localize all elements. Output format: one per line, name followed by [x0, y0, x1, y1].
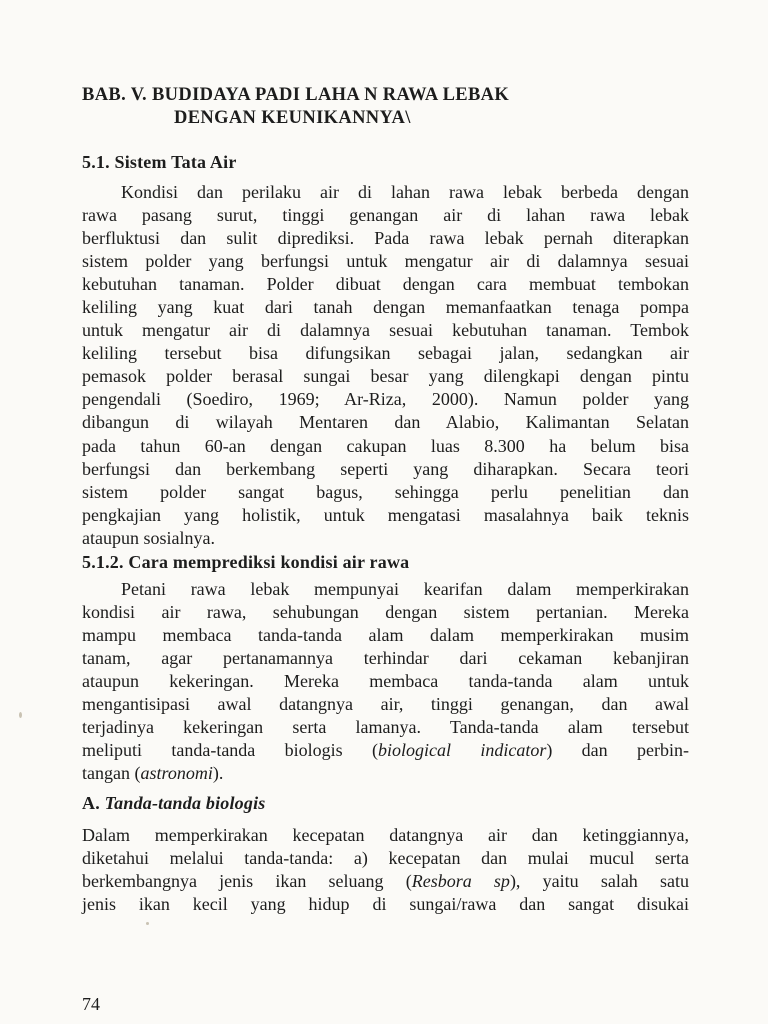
paragraph-line: ataupun sosialnya. — [82, 527, 215, 548]
paragraph-line: Petani rawa lebak mempunyai kearifan dalam memperkirakan — [121, 579, 689, 599]
paragraph-line: kondisi air rawa, sehubungan dengan sistem pertanian. Mereka — [82, 602, 689, 623]
italic-term: astronomi — [140, 763, 213, 784]
text-run: ). — [212, 763, 224, 784]
paragraph-line: berfungsi dan berkembang seperti yang diharapkan. Secara teori — [82, 458, 689, 479]
paragraph-line: Kondisi dan perilaku air di lahan rawa lebak berbeda dengan — [121, 182, 689, 202]
section-heading-a — [82, 791, 265, 815]
section-heading-5-1-2: 5.1.2. Cara memprediksi kondisi air rawa — [82, 552, 410, 572]
paragraph-line: sistem polder yang berfungsi untuk mengatur air di dalamnya sesuai — [82, 251, 689, 272]
paragraph-line: untuk mengatur air di dalamnya sesuai kebutuhan tanaman. Tembok — [82, 320, 689, 341]
italic-term: Resbora sp — [411, 871, 510, 892]
paragraph-line: tanam, agar pertanamannya terhindar dari cekaman kebanjiran — [82, 648, 689, 669]
paragraph-line: diketahui melalui tanda-tanda: a) kecepatan dan mulai mucul serta — [82, 848, 689, 869]
section-heading-5-1: 5.1. Sistem Tata Air — [82, 152, 237, 172]
chapter-title-line-2: DENGAN KEUNIKANNYA\ — [174, 108, 411, 128]
paragraph-line: ataupun kekeringan. Mereka membaca tanda-tanda alam untuk — [82, 671, 689, 692]
paragraph-line: dibangun di wilayah Mentaren dan Alabio, Kalimantan Selatan — [82, 412, 689, 433]
paragraph-line: kebutuhan tanaman. Polder dibuat dengan cara membuat tembokan — [82, 274, 689, 295]
chapter-title-line-1: BAB. V. BUDIDAYA PADI LAHA N RAWA LEBAK — [82, 85, 510, 105]
paragraph-line: sistem polder sangat bagus, sehingga perlu penelitian dan — [82, 481, 689, 502]
paragraph-line: rawa pasang surut, tinggi genangan air di lahan rawa lebak — [82, 205, 689, 226]
paragraph-line: pengendali (Soediro, 1969; Ar-Riza, 2000). Namun polder yang — [82, 389, 689, 410]
text-run: meliputi tanda-tanda biologis ( — [82, 740, 378, 761]
italic-term: biological indicator — [378, 740, 547, 761]
paragraph-line: terjadinya kekeringan serta lamanya. Tanda-tanda alam tersebut — [82, 717, 689, 738]
heading-italic-title: Tanda-tanda biologis — [104, 793, 266, 813]
paragraph-line: pada tahun 60-an dengan cakupan luas 8.300 ha belum bisa — [82, 435, 689, 456]
paragraph-line: jenis ikan kecil yang hidup di sungai/rawa dan sangat disukai — [82, 894, 689, 915]
paragraph-line: pemasok polder berasal sungai besar yang dilengkapi dengan pintu — [82, 366, 689, 387]
scan-speck — [19, 712, 22, 718]
text-run: ), yaitu salah satu — [509, 871, 690, 892]
heading-prefix: A. — [82, 793, 105, 813]
paragraph-line: pengkajian yang holistik, untuk mengatasi masalahnya baik teknis — [82, 504, 689, 525]
chapter-title — [82, 84, 682, 130]
text-run: tangan ( — [82, 763, 141, 784]
paragraph-line — [82, 870, 689, 893]
section-5-1-paragraph — [82, 181, 689, 550]
paragraph-line: berfluktusi dan sulit diprediksi. Pada rawa lebak pernah diterapkan — [82, 228, 689, 249]
paragraph-line: mampu membaca tanda-tanda alam dalam memperkirakan musim — [82, 625, 689, 646]
paragraph-line: keliling tersebut bisa difungsikan sebagai jalan, sedangkan air — [82, 343, 689, 364]
paragraph-line: Dalam memperkirakan kecepatan datangnya air dan ketinggiannya, — [82, 825, 689, 845]
paragraph-line — [82, 762, 689, 785]
scan-speck — [146, 922, 149, 925]
section-5-1-2-paragraph — [82, 578, 689, 785]
section-a-paragraph — [82, 824, 689, 916]
paragraph-line: mengantisipasi awal datangnya air, tinggi genangan, dan awal — [82, 694, 689, 715]
paragraph-line: keliling yang kuat dari tanah dengan memanfaatkan tenaga pompa — [82, 297, 689, 318]
text-run: ) dan perbin- — [546, 740, 689, 761]
paragraph-line — [82, 739, 689, 762]
page-number: 74 — [82, 994, 100, 1014]
text-run: berkembangnya jenis ikan seluang ( — [82, 871, 412, 892]
